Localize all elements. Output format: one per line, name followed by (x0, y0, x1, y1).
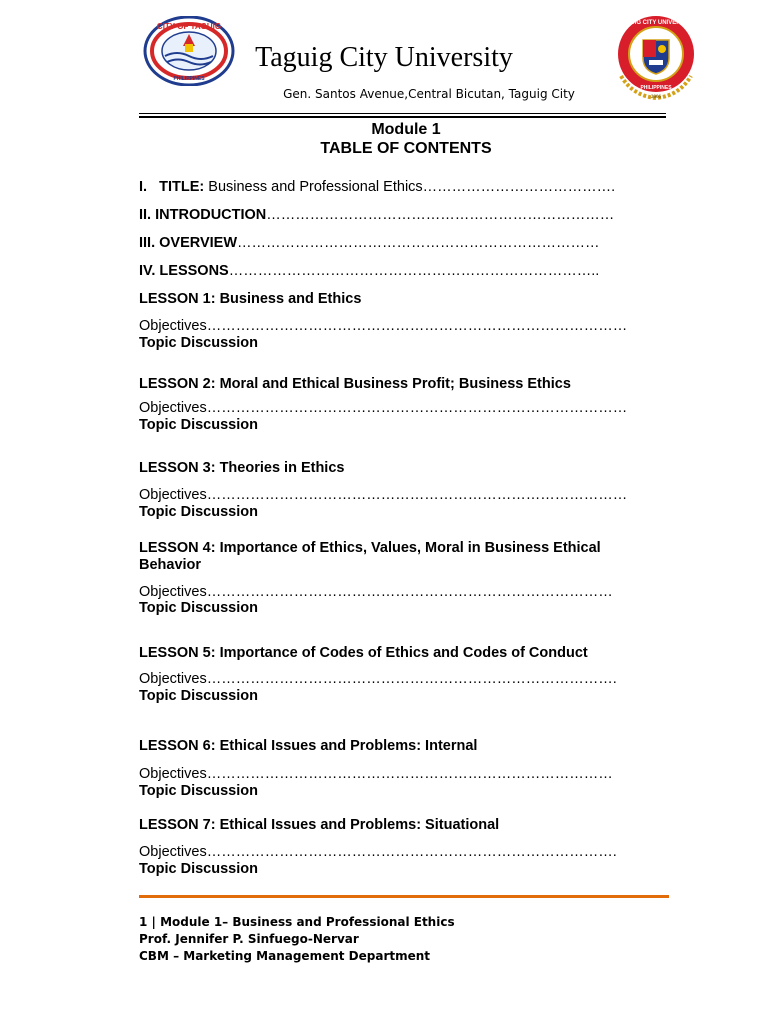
lesson-7-objectives[interactable] (139, 843, 617, 861)
lesson-1-objectives[interactable] (139, 317, 627, 335)
right-seal-year: 2006 (651, 95, 661, 100)
toc-dot-leader: ………………………………………………………………… (237, 235, 600, 251)
footer-page-module: 1 | Module 1– Business and Professional Ethics (139, 915, 455, 929)
objectives-label: Objectives (139, 400, 207, 416)
toc-entry-title-label: I. TITLE: (139, 179, 205, 195)
toc-entry-introduction-label: II. INTRODUCTION (139, 207, 267, 223)
right-seal-subtext: PHILIPPINES (640, 85, 672, 91)
footer-divider (139, 895, 669, 898)
lesson-4-topic-discussion[interactable]: Topic Discussion (139, 600, 258, 616)
header-divider-thin (139, 113, 666, 114)
toc-entry-lessons[interactable] (139, 262, 599, 280)
left-seal-subtext: PHILIPPINES (173, 76, 205, 82)
lesson-4-title-line1[interactable]: LESSON 4: Importance of Ethics, Values, Moral in Business Ethical (139, 540, 601, 556)
toc-heading: TABLE OF CONTENTS (320, 140, 492, 157)
objectives-label: Objectives (139, 671, 207, 687)
lesson-5-title[interactable]: LESSON 5: Importance of Codes of Ethics and Codes of Conduct (139, 645, 588, 661)
lesson-7-title[interactable]: LESSON 7: Ethical Issues and Problems: Situational (139, 817, 500, 833)
toc-dot-leader: …………………………………………………………………………… (206, 400, 628, 416)
toc-entry-introduction[interactable] (139, 206, 614, 224)
lesson-3-topic-discussion[interactable]: Topic Discussion (139, 504, 258, 520)
university-name: Taguig City University (255, 42, 513, 73)
footer-department: CBM – Marketing Management Department (139, 949, 431, 963)
footer-author: Prof. Jennifer P. Sinfuego-Nervar (139, 932, 359, 946)
lesson-6-objectives[interactable] (139, 765, 613, 783)
lesson-5-objectives[interactable] (139, 670, 617, 688)
toc-entry-lessons-label: IV. LESSONS (139, 263, 229, 279)
objectives-label: Objectives (139, 844, 207, 860)
toc-dot-leader: …………………………………. (422, 179, 616, 195)
module-title: Module 1 (371, 121, 441, 138)
toc-entry-overview-label: III. OVERVIEW (139, 235, 238, 251)
toc-dot-leader: …………………………………………………………………………. (206, 844, 617, 860)
objectives-label: Objectives (139, 766, 207, 782)
objectives-label: Objectives (139, 318, 207, 334)
lesson-3-objectives[interactable] (139, 486, 627, 504)
lesson-2-topic-discussion[interactable]: Topic Discussion (139, 417, 258, 433)
toc-entry-overview[interactable] (139, 234, 600, 252)
right-seal-text: TAGUIG CITY UNIVERSITY (618, 20, 694, 26)
left-seal-text: CITY OF TAGUIG (156, 22, 222, 31)
lesson-7-topic-discussion[interactable]: Topic Discussion (139, 861, 258, 877)
lesson-2-title[interactable]: LESSON 2: Moral and Ethical Business Profit; Business Ethics (139, 376, 571, 392)
lesson-4-title-line2[interactable]: Behavior (139, 557, 202, 573)
toc-dot-leader: …………………………………………………………………………… (206, 487, 628, 503)
lesson-1-topic-discussion[interactable]: Topic Discussion (139, 335, 258, 351)
toc-dot-leader: …………………………………………………………………………… (206, 318, 628, 334)
toc-entry-title[interactable] (139, 178, 615, 196)
objectives-label: Objectives (139, 584, 207, 600)
header-divider-thick (139, 116, 666, 118)
toc-dot-leader: …………………………………………………………………………. (206, 671, 617, 687)
toc-entry-title-value: Business and Professional Ethics (204, 179, 423, 195)
lesson-6-topic-discussion[interactable]: Topic Discussion (139, 783, 258, 799)
toc-dot-leader: ………………………………………………………………….. (228, 263, 600, 279)
objectives-label: Objectives (139, 487, 207, 503)
toc-dot-leader: ………………………………………………………………………… (206, 766, 613, 782)
lesson-5-topic-discussion[interactable]: Topic Discussion (139, 688, 258, 704)
lesson-1-title[interactable]: LESSON 1: Business and Ethics (139, 291, 362, 307)
toc-dot-leader: ……………………………………………………………… (266, 207, 615, 223)
lesson-3-title[interactable]: LESSON 3: Theories in Ethics (139, 460, 345, 476)
university-address: Gen. Santos Avenue,Central Bicutan, Taguig City (283, 87, 575, 101)
lesson-2-objectives[interactable] (139, 399, 627, 417)
lesson-6-title[interactable]: LESSON 6: Ethical Issues and Problems: Internal (139, 738, 478, 754)
toc-dot-leader: ………………………………………………………………………… (206, 584, 613, 600)
